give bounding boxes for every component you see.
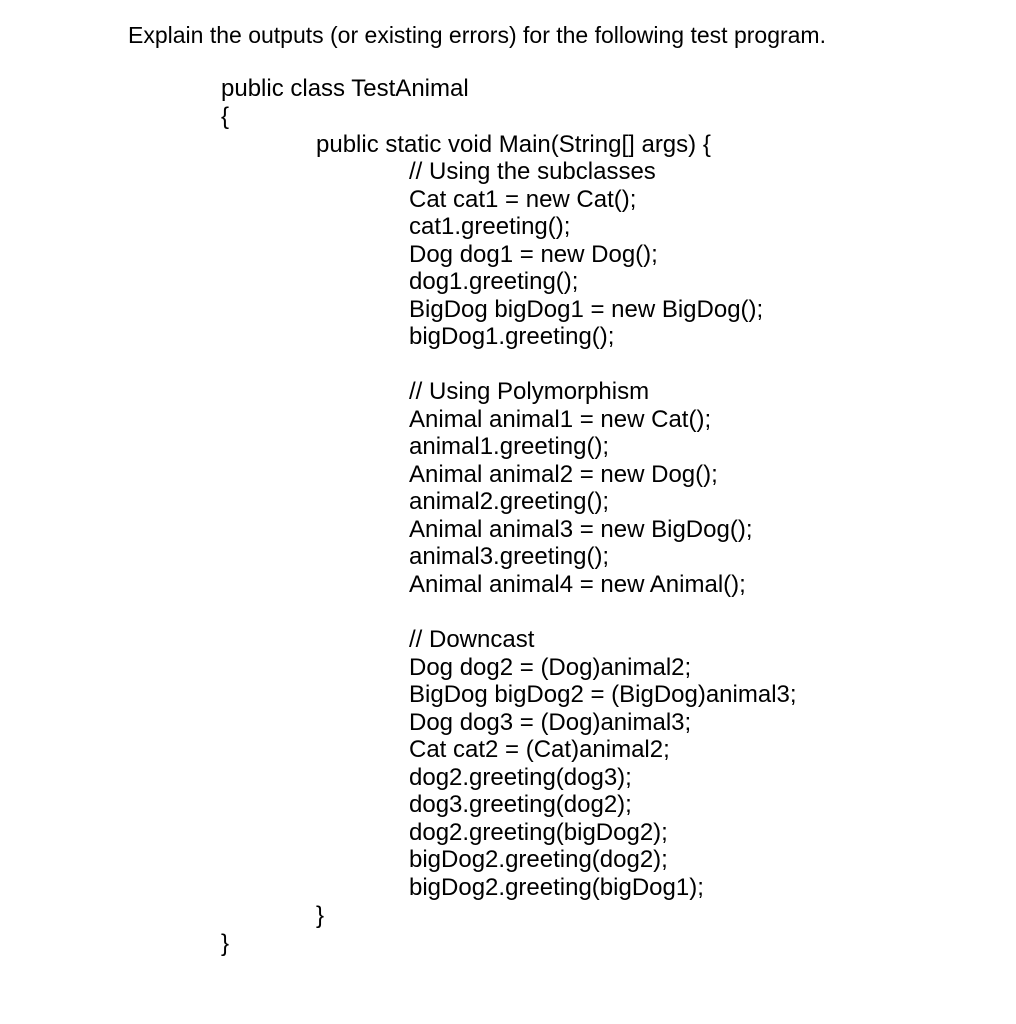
code-line: dog1.greeting(); [409,268,579,295]
method-close-brace: } [316,902,325,929]
code-line: Cat cat2 = (Cat)animal2; [409,736,670,763]
code-line: Animal animal2 = new Dog(); [409,461,718,488]
code-line: dog2.greeting(dog3); [409,764,632,791]
code-line: animal1.greeting(); [409,433,610,460]
code-line: bigDog2.greeting(bigDog1); [409,874,704,901]
code-line: dog3.greeting(dog2); [409,791,632,818]
code-line: animal3.greeting(); [409,543,610,570]
code-line: Animal animal3 = new BigDog(); [409,516,753,543]
code-line: dog2.greeting(bigDog2); [409,819,668,846]
question-text: Explain the outputs (or existing errors) for the following test program. [128,22,826,48]
code-line: Dog dog3 = (Dog)animal3; [409,709,692,736]
class-open-brace: { [221,103,230,130]
code-line: cat1.greeting(); [409,213,571,240]
class-header: public class TestAnimal [221,75,469,102]
code-line: animal2.greeting(); [409,488,610,515]
main-signature: public static void Main(String[] args) { [316,131,711,158]
code-line: Dog dog2 = (Dog)animal2; [409,654,692,681]
code-line: bigDog1.greeting(); [409,323,615,350]
code-comment: // Downcast [409,626,535,653]
code-line: BigDog bigDog1 = new BigDog(); [409,296,764,323]
code-line: Dog dog1 = new Dog(); [409,241,658,268]
code-comment: // Using the subclasses [409,158,656,185]
code-line: Animal animal4 = new Animal(); [409,571,746,598]
class-close-brace: } [221,930,230,957]
code-line: Cat cat1 = new Cat(); [409,186,637,213]
code-line: Animal animal1 = new Cat(); [409,406,712,433]
code-comment: // Using Polymorphism [409,378,650,405]
code-line: bigDog2.greeting(dog2); [409,846,668,873]
code-line: BigDog bigDog2 = (BigDog)animal3; [409,681,797,708]
